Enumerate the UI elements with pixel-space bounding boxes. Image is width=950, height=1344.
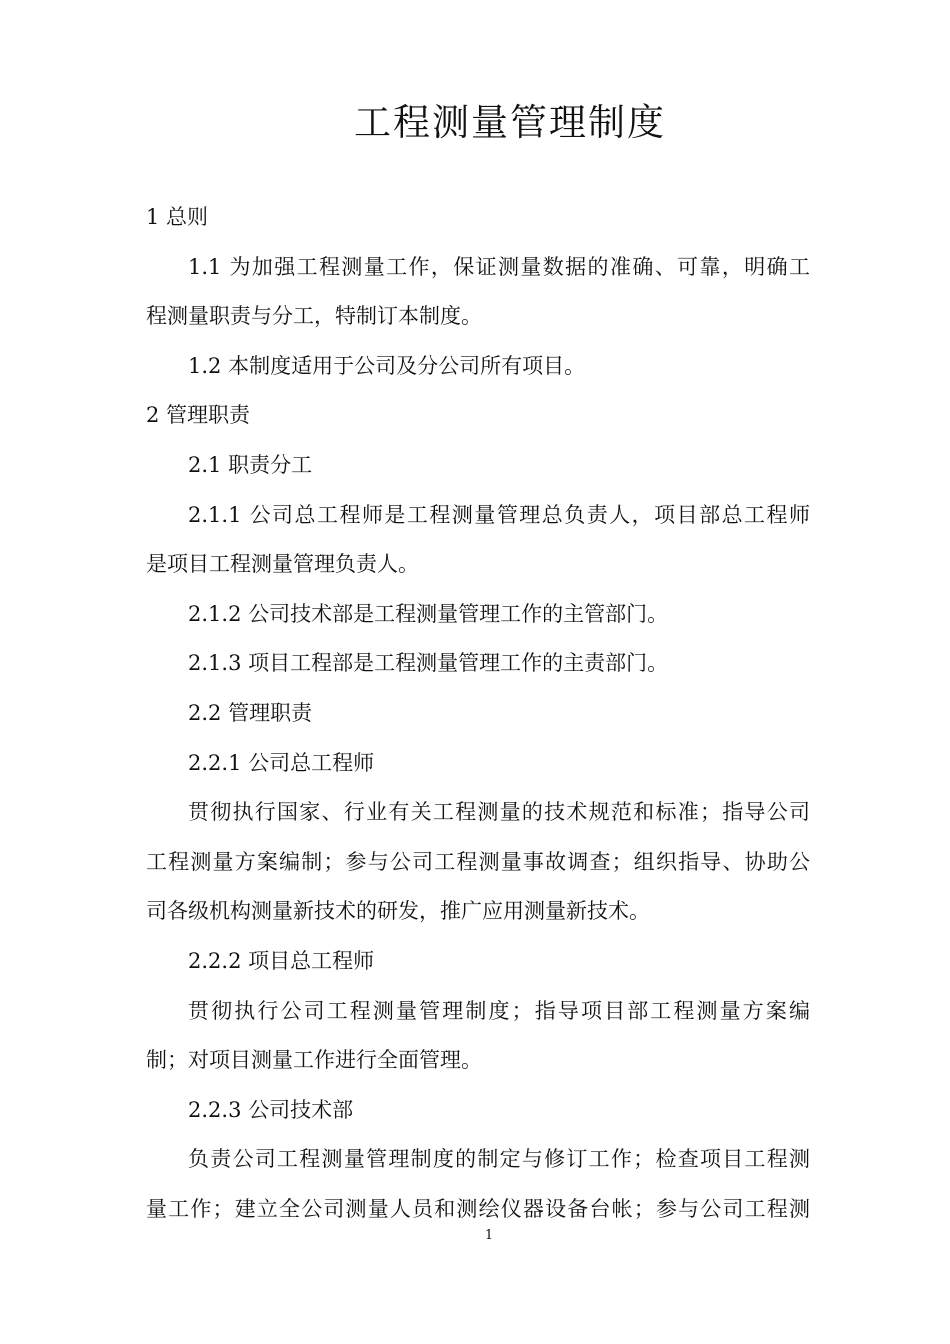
paragraph-line: 贯彻执行国家、行业有关工程测量的技术规范和标准；指导公司 — [188, 800, 810, 825]
subsection-heading: 2.1 职责分工 — [188, 452, 313, 477]
document-body — [146, 193, 810, 1234]
paragraph-line: 2.1.2 公司技术部是工程测量管理工作的主管部门。 — [188, 601, 669, 626]
paragraph-line: 贯彻执行公司工程测量管理制度；指导项目部工程测量方案编 — [188, 998, 810, 1023]
page-number: 1 — [484, 1228, 494, 1243]
paragraph-line: 工程测量方案编制；参与公司工程测量事故调查；组织指导、协助公 — [146, 849, 810, 874]
paragraph-line: 程测量职责与分工，特制订本制度。 — [146, 304, 482, 329]
subsection-heading: 2.2.1 公司总工程师 — [188, 750, 375, 775]
section-heading-2: 2 管理职责 — [146, 403, 251, 428]
paragraph-line: 1.2 本制度适用于公司及分公司所有项目。 — [188, 353, 586, 378]
subsection-heading: 2.2.2 项目总工程师 — [188, 948, 375, 973]
paragraph-line: 2.1.3 项目工程部是工程测量管理工作的主责部门。 — [188, 651, 669, 676]
subsection-heading: 2.2.3 公司技术部 — [188, 1097, 354, 1122]
document-title: 工程测量管理制度 — [354, 101, 666, 144]
paragraph-line: 司各级机构测量新技术的研发，推广应用测量新技术。 — [146, 899, 650, 924]
paragraph-line: 2.1.1 公司总工程师是工程测量管理总负责人，项目部总工程师 — [188, 502, 810, 527]
paragraph-line: 量工作；建立全公司测量人员和测绘仪器设备台帐；参与公司工程测 — [146, 1196, 810, 1221]
paragraph-line: 1.1 为加强工程测量工作，保证测量数据的准确、可靠，明确工 — [188, 254, 810, 279]
paragraph-line: 是项目工程测量管理负责人。 — [146, 552, 419, 577]
section-heading-1: 1 总则 — [146, 205, 209, 229]
paragraph-line: 制；对项目测量工作进行全面管理。 — [146, 1048, 482, 1073]
subsection-heading: 2.2 管理职责 — [188, 700, 313, 725]
paragraph-line: 负责公司工程测量管理制度的制定与修订工作；检查项目工程测 — [188, 1147, 810, 1172]
